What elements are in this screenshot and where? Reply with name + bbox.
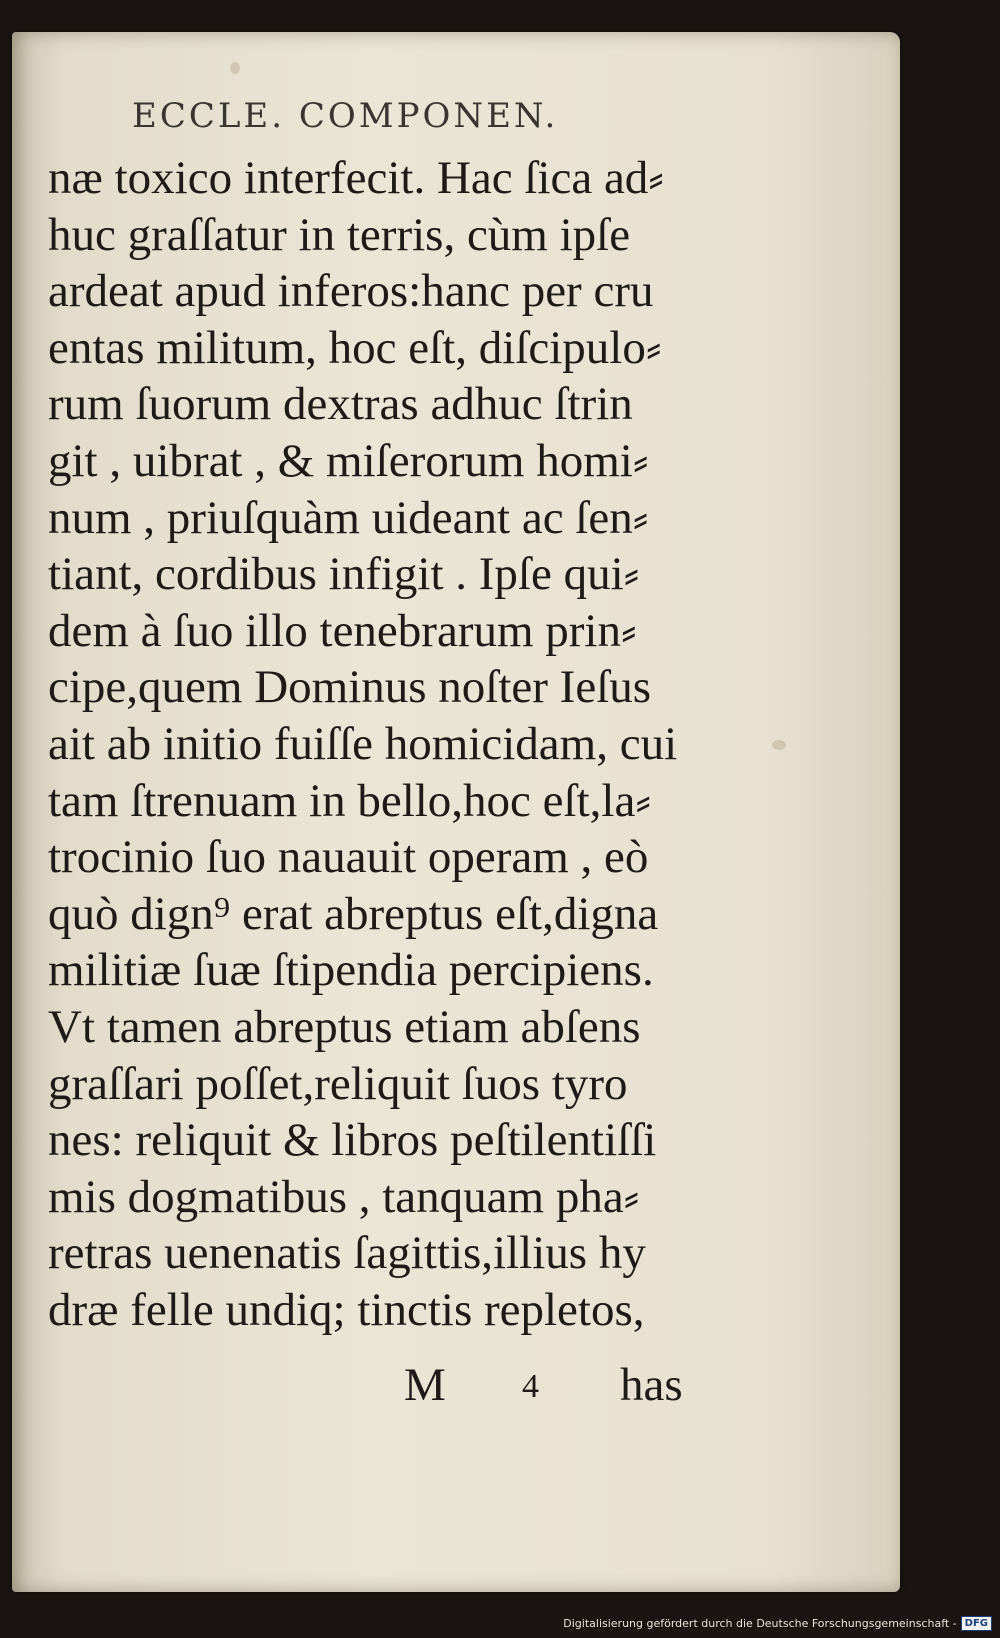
text-line: nes: reliquit & libros peſtilentiſſi xyxy=(48,1114,657,1167)
running-head: ECCLE. COMPONEN. xyxy=(132,96,559,136)
text-line: huc graſſatur in terris, cùm ipſe xyxy=(48,208,631,261)
signature-number: 4 xyxy=(522,1368,539,1405)
text-line: retras uenenatis ſagittis,illius hy xyxy=(48,1227,646,1280)
digitization-footer xyxy=(563,1612,992,1634)
footer-credit: Digitalisierung gefördert durch die Deutsche Forschungsgemeinschaft - xyxy=(563,1616,957,1630)
text-line: mis dogmatibus , tanquam pha⸗ xyxy=(48,1170,640,1223)
text-line: tiant, cordibus infigit . Ipſe qui⸗ xyxy=(48,548,640,601)
text-line: tam ſtrenuam in bello,hoc eſt,la⸗ xyxy=(48,774,651,827)
text-line: rum ſuorum dextras adhuc ſtrin xyxy=(48,378,633,431)
text-line: entas militum, hoc eſt, diſcipulo⸗ xyxy=(48,321,662,374)
ink-smudge xyxy=(772,740,786,750)
text-line: dræ felle undiq; tinctis repletos, xyxy=(48,1283,645,1336)
text-line: næ toxico interfecit. Hac ſica ad⸗ xyxy=(48,152,664,204)
text-line: ardeat apud inferos:hanc per cru xyxy=(48,265,654,318)
signature-letter: M xyxy=(404,1359,446,1411)
text-line: num , priuſquàm uideant ac ſen⸗ xyxy=(48,491,649,544)
text-line: cipe,quem Dominus noſter Ieſus xyxy=(48,661,652,714)
text-line: ait ab initio fuiſſe homicidam, cui xyxy=(48,717,678,770)
text-line: graſſari poſſet,reliquit ſuos tyro xyxy=(48,1057,628,1110)
text-line: militiæ ſuæ ſtipendia percipiens. xyxy=(48,944,654,997)
text-line: git , uibrat , & miſerorum homi⸗ xyxy=(48,434,649,487)
catchword: has xyxy=(620,1359,683,1411)
text-body xyxy=(48,150,716,1338)
text-line: trocinio ſuo nauauit operam , eò xyxy=(48,831,649,884)
text-line: dem à ſuo illo tenebrarum prin⸗ xyxy=(48,604,637,657)
text-line: quò dign⁹ erat abreptus eſt,digna xyxy=(48,887,659,940)
dfg-logo-icon: DFG xyxy=(961,1616,992,1631)
ink-smudge xyxy=(230,62,240,74)
text-line: Vt tamen abreptus etiam abſens xyxy=(48,1000,641,1053)
book-page xyxy=(12,32,900,1592)
